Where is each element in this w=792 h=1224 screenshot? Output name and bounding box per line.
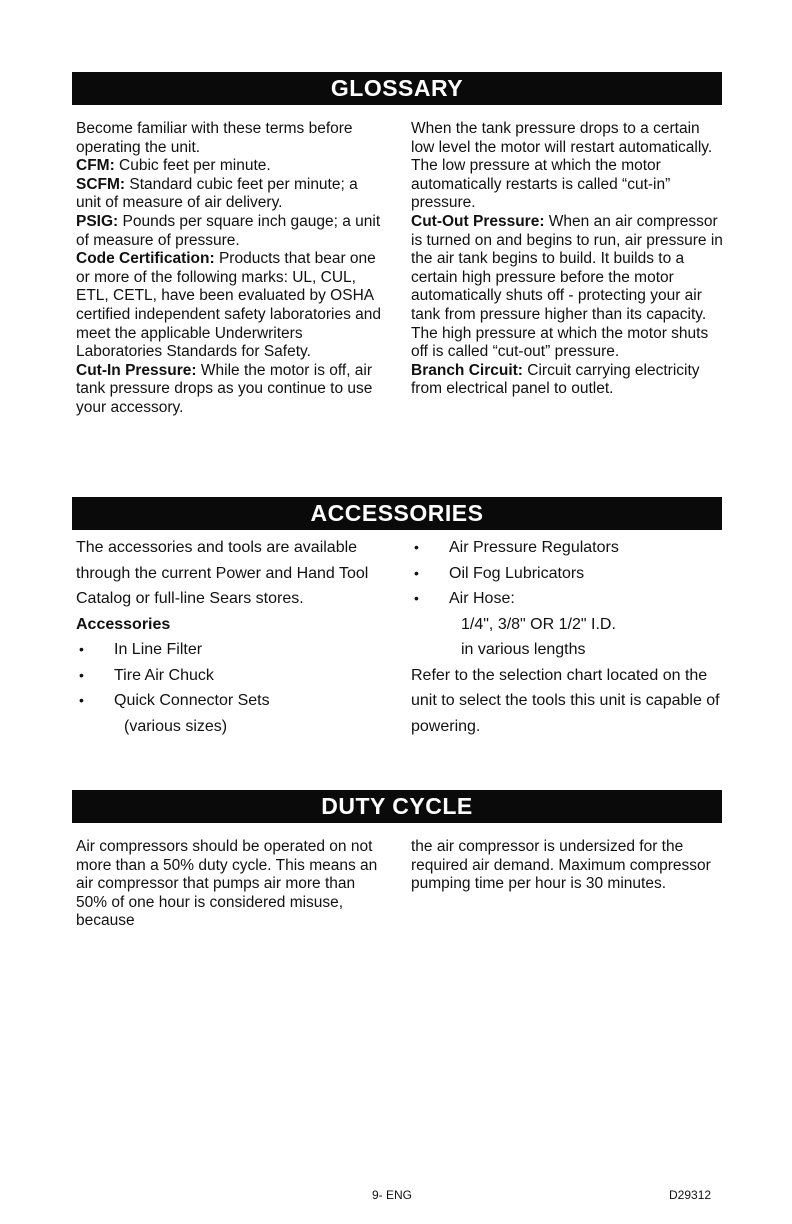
list-item: • Tire Air Chuck: [76, 663, 376, 689]
term-definition: Standard cubic feet per minute; a unit of measure of air delivery.: [76, 175, 358, 212]
glossary-term-cut-in-pressure: [76, 362, 386, 418]
accessories-note: Refer to the selection chart located on the unit to select the tools this unit is capable of powering.: [411, 666, 720, 735]
term-label: Code Certification:: [76, 250, 215, 268]
term-definition: While the motor is off, air tank pressure drops as you continue to use your accessory.: [76, 361, 373, 416]
term-definition: When an air compressor is turned on and begins to run, air pressure in the air tank begins to build. It builds to a certain high pressure before the motor automatically shuts off - protecting your air tank from pressure higher than its capacity. The high pressure at which the motor shuts off is called “cut-out” pressure.: [411, 212, 723, 361]
accessories-right-column: [411, 535, 723, 739]
duty-cycle-text-right: the air compressor is undersized for the required air demand. Maximum compressor pumping time per hour is 30 minutes.: [411, 838, 711, 893]
glossary-term-cfm: [76, 157, 386, 176]
term-definition: Cubic feet per minute.: [114, 157, 271, 175]
list-item: • In Line Filter: [76, 637, 376, 663]
glossary-term-cut-out-pressure: [411, 213, 723, 362]
document-code: D29312: [669, 1188, 712, 1202]
accessories-list-continued: [411, 535, 723, 612]
list-item: • Air Pressure Regulators: [411, 535, 723, 561]
list-item: • Oil Fog Lubricators: [411, 561, 723, 587]
duty-cycle-right-column: [411, 838, 723, 894]
glossary-term-psig: [76, 213, 386, 250]
accessories-banner: ACCESSORIES: [72, 497, 722, 530]
glossary-intro: Become familiar with these terms before operating the unit.: [76, 120, 353, 156]
glossary-term-code-certification: [76, 250, 386, 362]
hose-lengths: in various lengths: [461, 641, 586, 658]
glossary-right-column: [411, 120, 723, 399]
hose-sizes: 1/4", 3/8" OR 1/2" I.D.: [461, 615, 616, 633]
duty-cycle-left-column: [76, 838, 386, 931]
page-number: 9- ENG: [372, 1188, 413, 1202]
term-label: Cut-Out Pressure:: [411, 212, 545, 230]
accessories-subheading: Accessories: [76, 615, 171, 633]
term-definition: Pounds per square inch gauge; a unit of measure of pressure.: [76, 212, 381, 249]
term-label: PSIG:: [76, 212, 119, 230]
glossary-term-branch-circuit: [411, 362, 723, 399]
list-item: • Quick Connector Sets: [76, 688, 376, 714]
duty-cycle-banner: DUTY CYCLE: [72, 790, 722, 823]
accessories-list: [76, 637, 376, 714]
term-definition: Circuit carrying electricity from electrical panel to outlet.: [411, 361, 700, 398]
accessories-intro: The accessories and tools are available through the current Power and Hand Tool Catalog or full-line Sears stores.: [76, 539, 369, 607]
glossary-term-scfm: [76, 176, 386, 213]
term-label: CFM:: [76, 157, 115, 175]
term-label: SCFM:: [76, 175, 126, 193]
term-label: Cut-In Pressure:: [76, 361, 197, 379]
term-label: Branch Circuit:: [411, 361, 523, 379]
glossary-left-column: [76, 120, 386, 418]
term-definition: Products that bear one or more of the following marks: UL, CUL, ETL, CETL, have been evaluated by OSHA certified independent safety laboratories and meet the applicable Underwriters Laboratories Standards for Safety.: [76, 250, 382, 361]
accessories-left-column: [76, 535, 376, 739]
duty-cycle-text-left: Air compressors should be operated on not more than a 50% duty cycle. This means an air compressor that pumps air more than 50% of one hour is considered misuse, because: [76, 838, 378, 930]
accessories-item-note: (various sizes): [124, 717, 228, 735]
list-item: • Air Hose:: [411, 586, 723, 612]
glossary-continuation: When the tank pressure drops to a certain low level the motor will restart automatically. The low pressure at which the motor automatically restarts is called “cut-in” pressure.: [411, 120, 713, 212]
glossary-banner: GLOSSARY: [72, 72, 722, 105]
